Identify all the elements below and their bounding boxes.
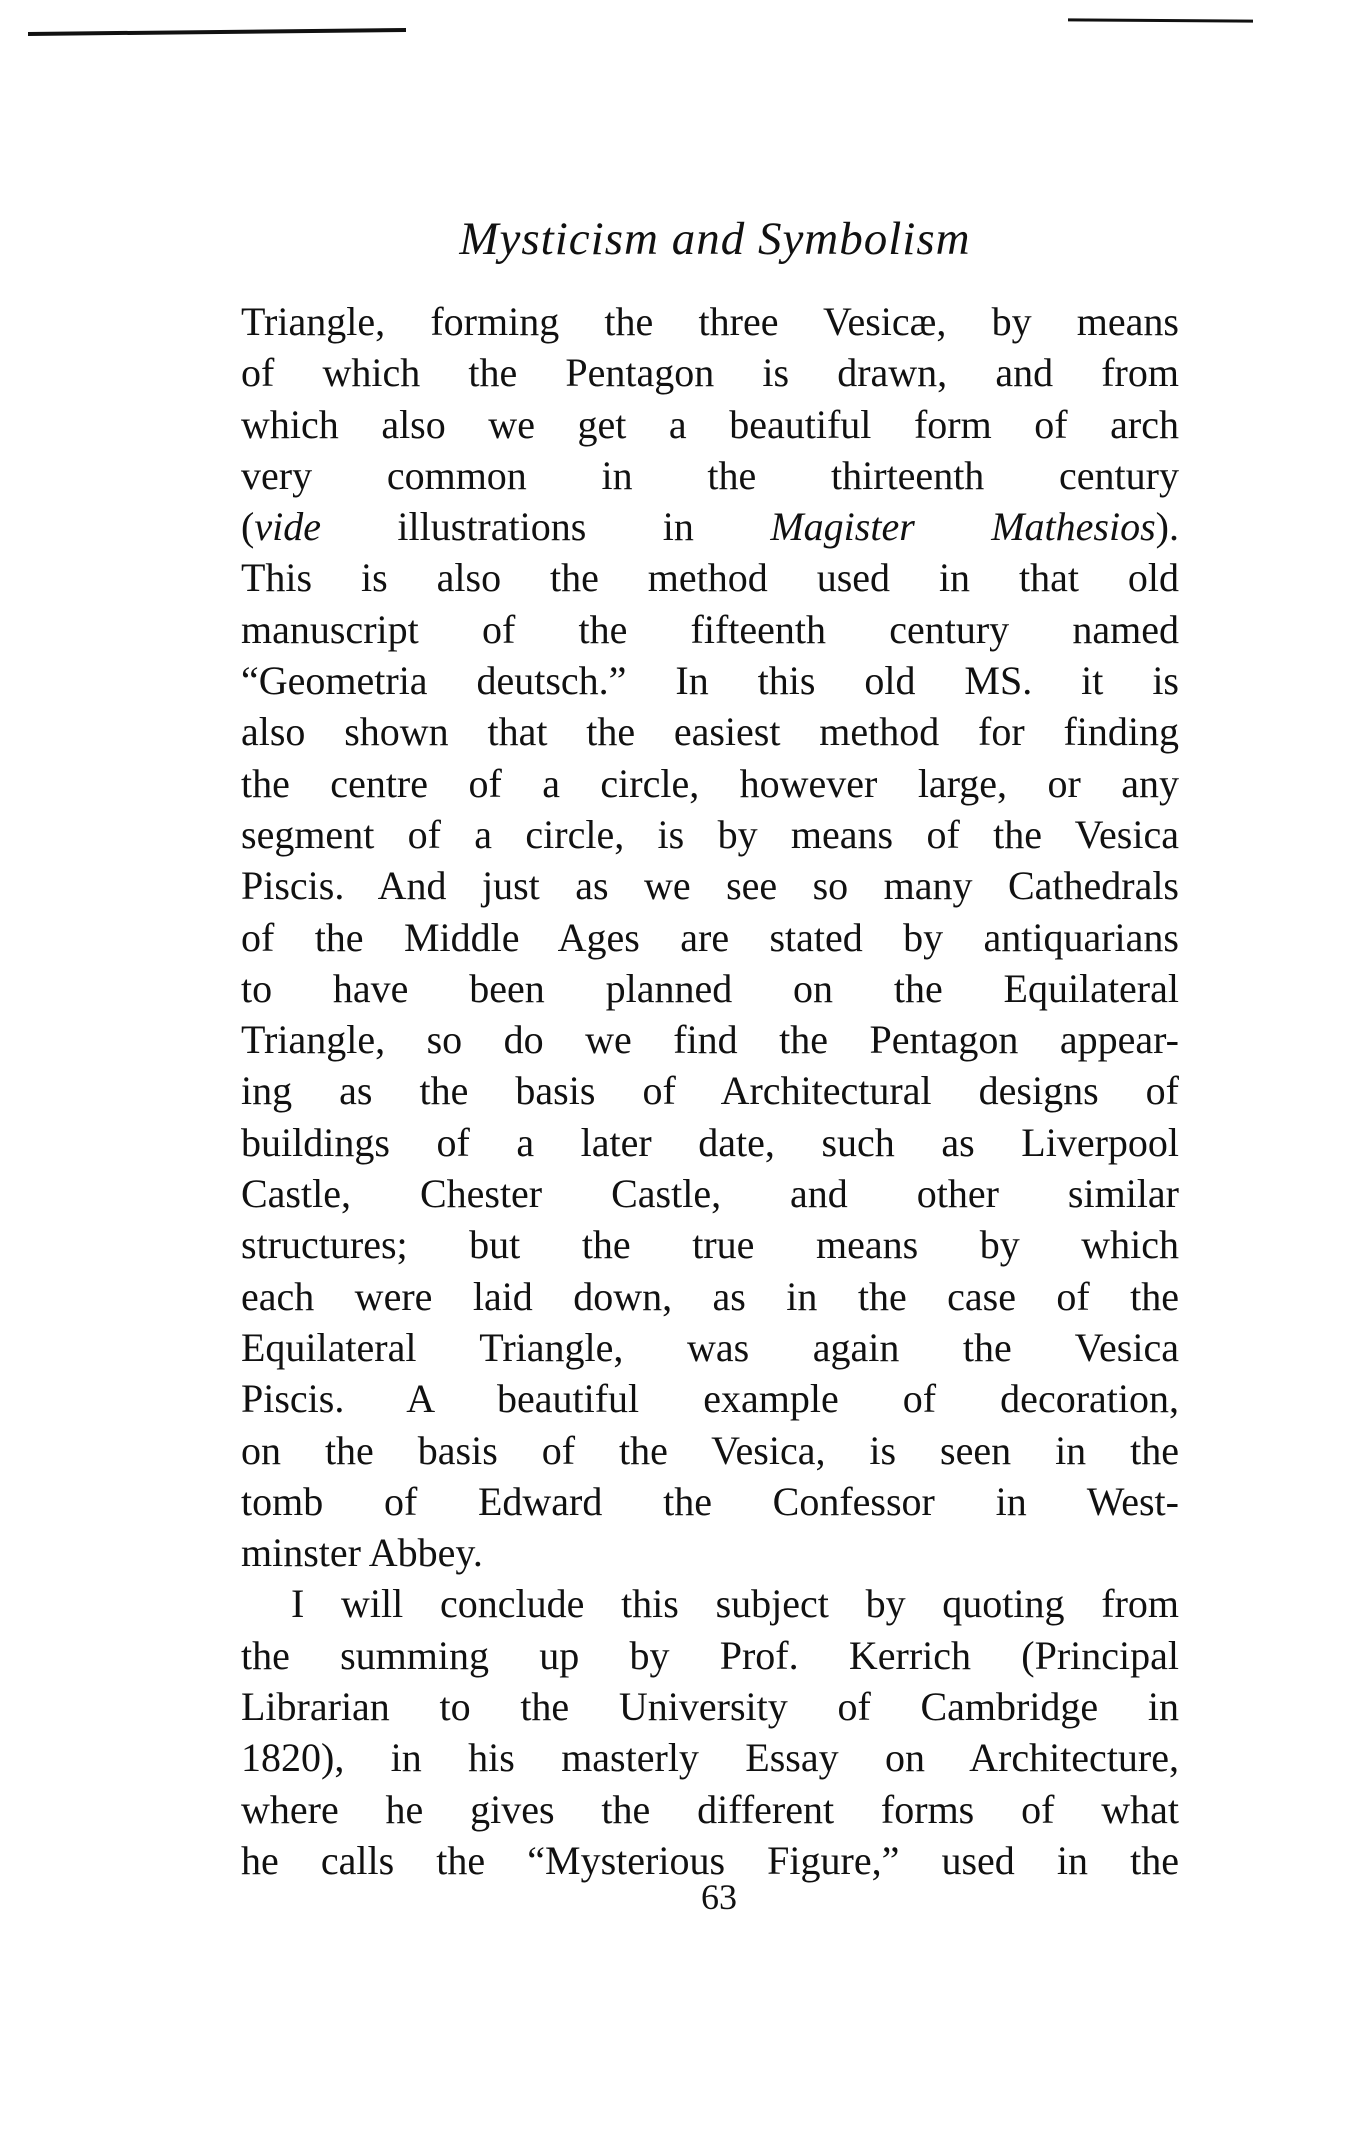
text-line: which also we get a beautiful form of arch [241,401,1179,447]
text-line: to have been planned on the Equilateral [241,965,1179,1011]
text-line: structures; but the true means by which [241,1222,1179,1268]
text-line: each were laid down, as in the case of the [241,1273,1179,1319]
text-line: also shown that the easiest method for finding [241,709,1179,755]
text-line: tomb of Edward the Confessor in West- [241,1478,1179,1524]
text-line: buildings of a later date, such as Liverpool [241,1119,1179,1165]
text-line: Triangle, forming the three Vesicæ, by means [241,299,1179,344]
text-line: ing as the basis of Architectural designs of [241,1068,1179,1114]
body-text [241,296,1179,1886]
text-line: Castle, Chester Castle, and other similar [241,1171,1179,1217]
text-line: This is also the method used in that old [241,555,1179,601]
text-line: Equilateral Triangle, was again the Vesica [241,1324,1179,1370]
text-line: on the basis of the Vesica, is seen in the [241,1427,1179,1473]
text-line: 1820), in his masterly Essay on Architecture, [241,1735,1179,1781]
top-rule-right [1068,18,1253,22]
running-title: Mysticism and Symbolism [459,213,971,265]
text-line: (vide illustrations in Magister Mathesios). [241,504,1179,550]
text-line: Triangle, so do we find the Pentagon appear- [241,1017,1179,1063]
text-line: “Geometria deutsch.” In this old MS. it is [241,658,1179,704]
top-rule-left [28,28,406,36]
text-line: he calls the “Mysterious Figure,” used in the [241,1837,1179,1883]
text-line: manuscript of the fifteenth century named [241,606,1179,652]
text-line: minster Abbey. [241,1530,483,1576]
text-line: the summing up by Prof. Kerrich (Principal [241,1632,1179,1678]
text-line: Piscis. And just as we see so many Cathedrals [241,863,1179,909]
text-line: segment of a circle, is by means of the Vesica [241,811,1179,857]
text-line: the centre of a circle, however large, or any [241,760,1179,806]
text-line: Piscis. A beautiful example of decoration, [241,1376,1179,1422]
text-line: where he gives the different forms of what [241,1786,1179,1832]
text-line: I will conclude this subject by quoting from [291,1581,1179,1627]
page-number: 63 [701,1877,737,1917]
text-line: very common in the thirteenth century [241,452,1179,498]
text-line: of the Middle Ages are stated by antiquarians [241,914,1179,960]
text-line: of which the Pentagon is drawn, and from [241,350,1179,396]
text-line: Librarian to the University of Cambridge in [241,1684,1179,1730]
